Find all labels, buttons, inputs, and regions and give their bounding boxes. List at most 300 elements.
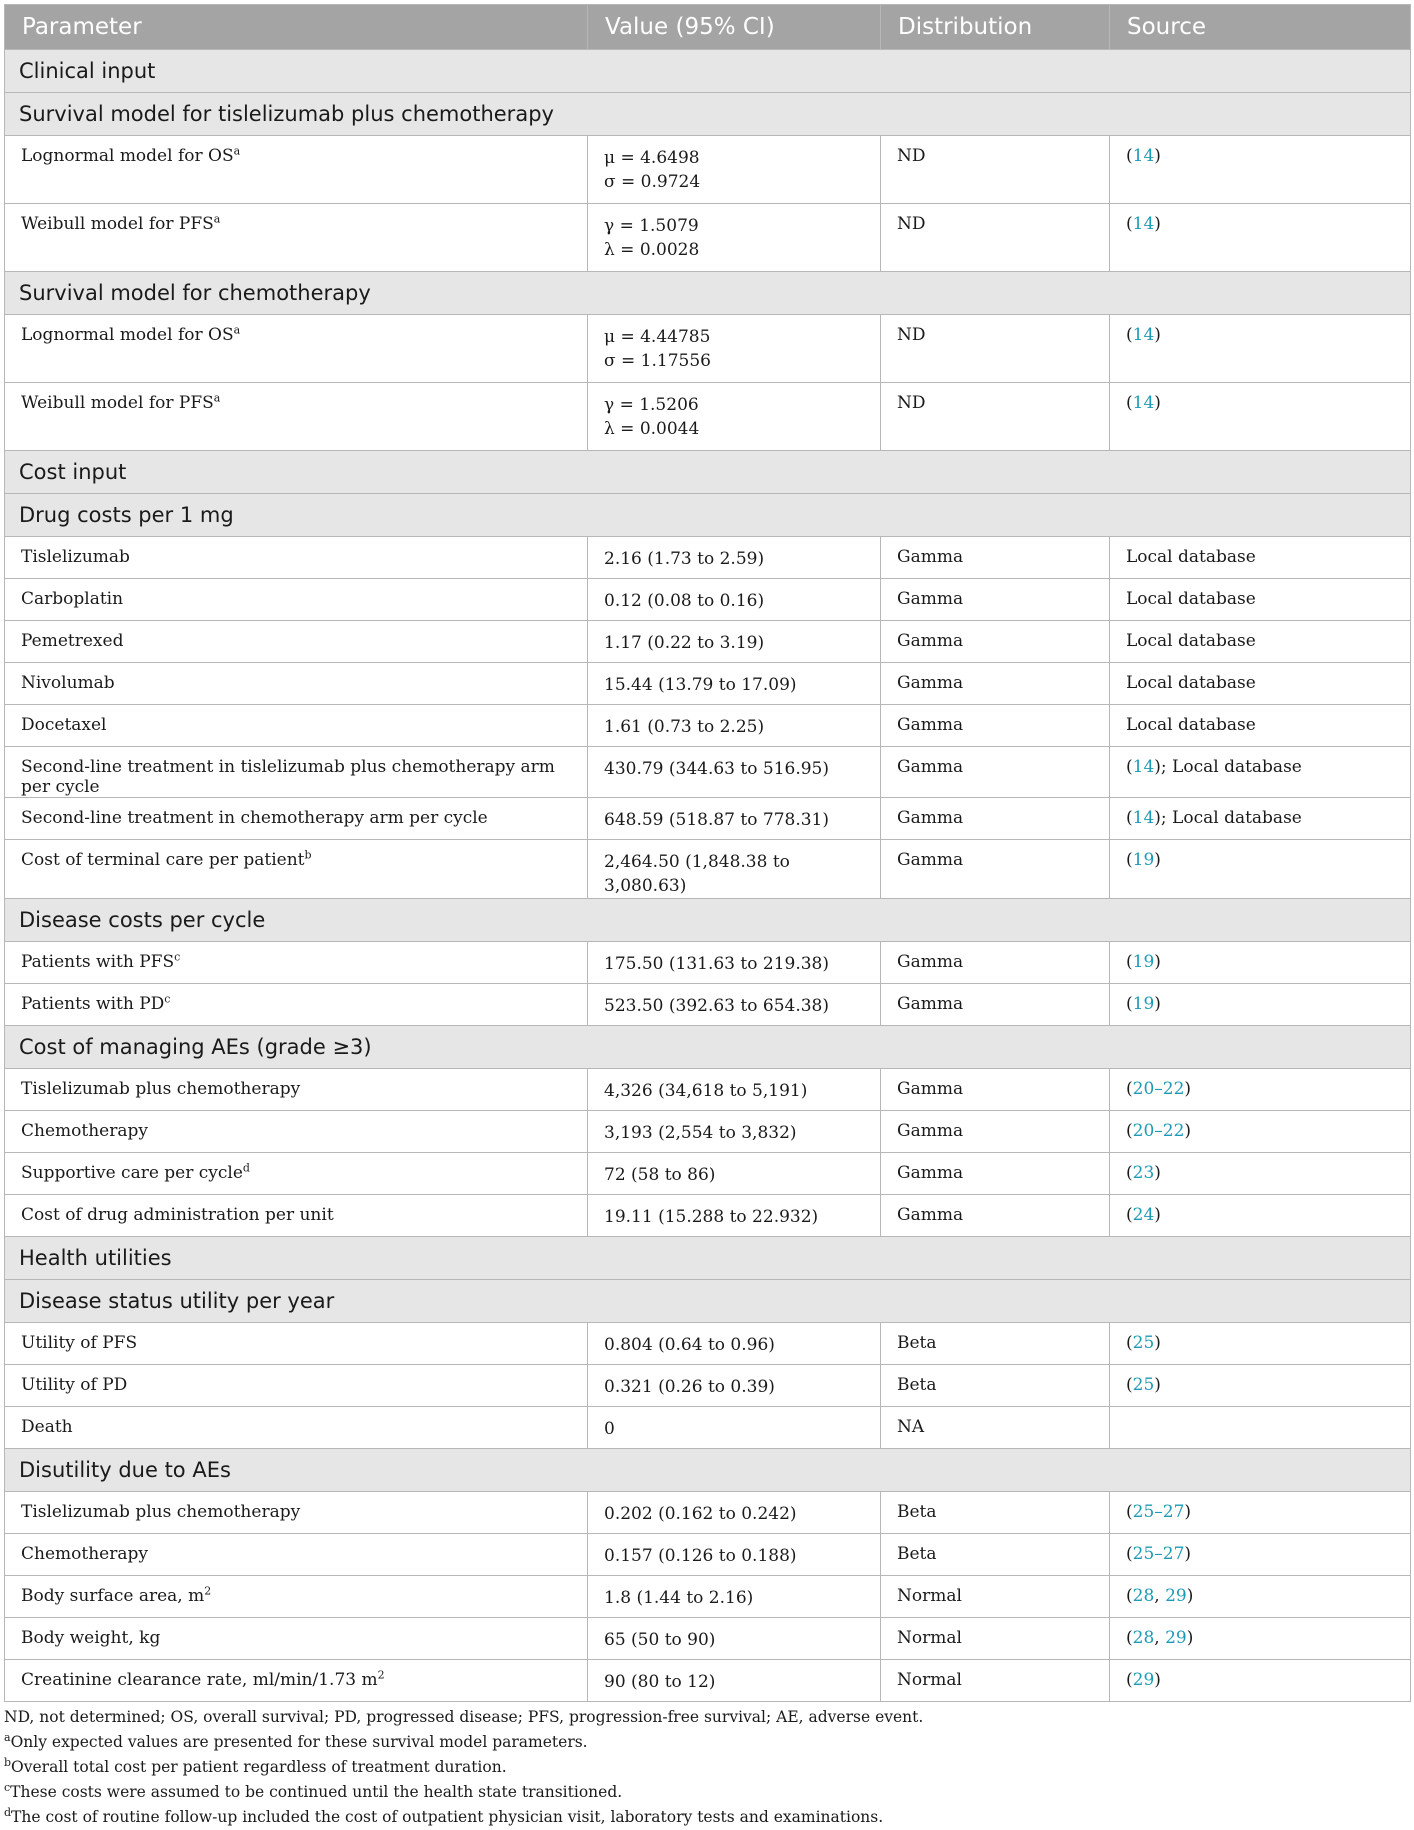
table-row: [5, 204, 1411, 272]
value-text: 0.12 (0.08 to 0.16): [604, 591, 765, 611]
parameter-cell: [5, 1576, 588, 1618]
distribution-text: Gamma: [897, 757, 964, 777]
parameter-cell: [5, 1618, 588, 1660]
parameter-text: Tislelizumab plus chemotherapy: [21, 1502, 301, 1522]
value-text: γ = 1.5079: [604, 216, 699, 236]
distribution-text: ND: [897, 325, 926, 345]
parameter-cell: [5, 1153, 588, 1195]
parameter-text: Docetaxel: [21, 715, 107, 735]
source-text: ): [1154, 1163, 1161, 1183]
distribution-cell: [881, 1576, 1110, 1618]
source-text: (: [1126, 1628, 1133, 1648]
reference-link[interactable]: 23: [1132, 1163, 1155, 1183]
distribution-cell: [881, 984, 1110, 1026]
value-text: 1.17 (0.22 to 3.19): [604, 633, 765, 653]
reference-link[interactable]: 14: [1132, 146, 1155, 166]
distribution-cell: [881, 136, 1110, 204]
source-text: Local database: [1126, 589, 1256, 609]
reference-link[interactable]: 14: [1132, 757, 1155, 777]
value-cell: [588, 204, 881, 272]
section-row: [5, 451, 1411, 494]
source-text: ); Local database: [1154, 808, 1302, 828]
source-text: Local database: [1126, 673, 1256, 693]
parameter-cell: [5, 747, 588, 798]
parameter-text: Tislelizumab plus chemotherapy: [21, 1079, 301, 1099]
parameter-cell: [5, 1407, 588, 1449]
distribution-text: Gamma: [897, 1079, 964, 1099]
parameter-text: Nivolumab: [21, 673, 115, 693]
value-cell: [588, 1195, 881, 1237]
parameter-cell: [5, 1492, 588, 1534]
source-text: Local database: [1126, 631, 1256, 651]
reference-link[interactable]: 14: [1132, 393, 1155, 413]
section-label: Survival model for tislelizumab plus chemotherapy: [5, 93, 1411, 136]
distribution-cell: [881, 1365, 1110, 1407]
reference-link[interactable]: 14: [1132, 325, 1155, 345]
distribution-text: Beta: [897, 1333, 937, 1353]
value-cell: [588, 798, 881, 840]
footnote-mark: a: [213, 391, 221, 405]
value-cell: [588, 136, 881, 204]
table-row: [5, 1534, 1411, 1576]
value-cell: [588, 1111, 881, 1153]
footnote-mark: c: [174, 950, 181, 964]
parameter-cell: [5, 1323, 588, 1365]
reference-link[interactable]: 19: [1132, 994, 1155, 1014]
table-row: [5, 1323, 1411, 1365]
value-text: 0: [604, 1419, 615, 1439]
parameter-cell: [5, 1534, 588, 1576]
source-text: (: [1126, 146, 1133, 166]
source-text: ): [1154, 393, 1161, 413]
distribution-cell: [881, 315, 1110, 383]
source-cell: [1110, 1492, 1411, 1534]
source-text: (: [1126, 1333, 1133, 1353]
source-cell: [1110, 1407, 1411, 1449]
source-text: ): [1154, 1205, 1161, 1225]
source-cell: [1110, 840, 1411, 899]
section-row: [5, 1237, 1411, 1280]
source-text: (: [1126, 1544, 1133, 1564]
table-row: [5, 1153, 1411, 1195]
distribution-cell: [881, 621, 1110, 663]
reference-link[interactable]: 20–22: [1132, 1121, 1185, 1141]
source-text: (: [1126, 1502, 1133, 1522]
source-cell: [1110, 383, 1411, 451]
value-text: 65 (50 to 90): [604, 1630, 716, 1650]
value-cell: [588, 747, 881, 798]
distribution-cell: [881, 1153, 1110, 1195]
source-text: (: [1126, 1586, 1133, 1606]
footnote: [4, 1705, 1410, 1730]
value-cell: [588, 1323, 881, 1365]
source-cell: [1110, 537, 1411, 579]
value-cell: [588, 1534, 881, 1576]
footnote-text: ND, not determined; OS, overall survival; PD, progressed disease; PFS, progression-free survival; AE, adverse event.: [4, 1708, 924, 1726]
distribution-text: Gamma: [897, 994, 964, 1014]
parameter-cell: [5, 942, 588, 984]
parameter-cell: [5, 1660, 588, 1702]
source-text: (: [1126, 1121, 1133, 1141]
source-text: ): [1154, 1333, 1161, 1353]
parameter-text: Cost of drug administration per unit: [21, 1205, 334, 1225]
value-text-line2: λ = 0.0044: [604, 419, 700, 439]
distribution-text: Normal: [897, 1628, 962, 1648]
reference-link[interactable]: 19: [1132, 952, 1155, 972]
value-cell: [588, 942, 881, 984]
distribution-text: Gamma: [897, 850, 964, 870]
parameter-text: Weibull model for PFS: [21, 393, 214, 413]
source-cell: [1110, 1365, 1411, 1407]
source-text: (: [1126, 1079, 1133, 1099]
distribution-text: Gamma: [897, 808, 964, 828]
value-text: 19.11 (15.288 to 22.932): [604, 1207, 819, 1227]
value-text: μ = 4.44785: [604, 327, 711, 347]
reference-link[interactable]: 29: [1165, 1628, 1187, 1648]
parameter-text: Death: [21, 1417, 73, 1437]
table-row: [5, 747, 1411, 798]
table-row: [5, 1660, 1411, 1702]
distribution-cell: [881, 579, 1110, 621]
source-text: ): [1154, 994, 1161, 1014]
source-cell: [1110, 1323, 1411, 1365]
footnote: [4, 1755, 1410, 1780]
value-cell: [588, 1576, 881, 1618]
source-cell: [1110, 1153, 1411, 1195]
source-text: (: [1126, 1375, 1133, 1395]
value-text: 175.50 (131.63 to 219.38): [604, 954, 829, 974]
distribution-text: Gamma: [897, 715, 964, 735]
parameter-cell: [5, 579, 588, 621]
value-text: μ = 4.6498: [604, 148, 700, 168]
header-parameter: Parameter: [5, 5, 588, 50]
distribution-text: Gamma: [897, 547, 964, 567]
source-cell: [1110, 204, 1411, 272]
parameter-cell: [5, 1069, 588, 1111]
distribution-text: Gamma: [897, 1121, 964, 1141]
source-text: ): [1154, 1670, 1161, 1690]
parameter-cell: [5, 663, 588, 705]
source-cell: [1110, 705, 1411, 747]
reference-link[interactable]: 29: [1165, 1586, 1187, 1606]
value-text: 3,193 (2,554 to 3,832): [604, 1123, 797, 1143]
value-cell: [588, 840, 881, 899]
parameter-text: Body surface area, m: [21, 1586, 205, 1606]
source-cell: [1110, 136, 1411, 204]
footnote-mark: a: [233, 323, 241, 337]
table-row: [5, 840, 1411, 899]
value-cell: [588, 705, 881, 747]
table-row: [5, 621, 1411, 663]
parameter-text: Patients with PFS: [21, 952, 175, 972]
source-cell: [1110, 1111, 1411, 1153]
source-text: (: [1126, 325, 1133, 345]
footnote: [4, 1730, 1410, 1755]
source-cell: [1110, 1660, 1411, 1702]
table-row: [5, 942, 1411, 984]
source-cell: [1110, 747, 1411, 798]
source-text: Local database: [1126, 715, 1256, 735]
parameter-table-container: [4, 4, 1410, 1702]
section-row: [5, 1449, 1411, 1492]
header-value: Value (95% CI): [588, 5, 881, 50]
table-row: [5, 1069, 1411, 1111]
distribution-text: NA: [897, 1417, 925, 1437]
footnote: [4, 1805, 1410, 1830]
distribution-cell: [881, 1492, 1110, 1534]
source-text: ): [1154, 325, 1161, 345]
source-text: (: [1126, 757, 1133, 777]
value-cell: [588, 1660, 881, 1702]
table-row: [5, 537, 1411, 579]
parameter-cell: [5, 383, 588, 451]
value-cell: [588, 1069, 881, 1111]
value-cell: [588, 1407, 881, 1449]
footnote-mark: b: [4, 1755, 12, 1769]
distribution-cell: [881, 1323, 1110, 1365]
table-row: [5, 1365, 1411, 1407]
parameter-text: Utility of PD: [21, 1375, 128, 1395]
parameter-text: Pemetrexed: [21, 631, 124, 651]
source-cell: [1110, 1618, 1411, 1660]
value-cell: [588, 663, 881, 705]
distribution-cell: [881, 1534, 1110, 1576]
table-row: [5, 984, 1411, 1026]
distribution-cell: [881, 705, 1110, 747]
table-row: [5, 1407, 1411, 1449]
table-row: [5, 1195, 1411, 1237]
footnote-mark: d: [242, 1161, 250, 1175]
footnote-mark: b: [304, 848, 312, 862]
section-row: [5, 899, 1411, 942]
parameter-table: [4, 4, 1411, 1702]
value-cell: [588, 1492, 881, 1534]
footnote-mark: a: [213, 212, 221, 226]
value-text: 0.321 (0.26 to 0.39): [604, 1377, 775, 1397]
parameter-cell: [5, 1195, 588, 1237]
parameter-text: Second-line treatment in chemotherapy arm per cycle: [21, 808, 488, 828]
parameter-text: Second-line treatment in tislelizumab plus chemotherapy arm per cycle: [21, 757, 555, 797]
footnote-mark: c: [164, 992, 171, 1006]
distribution-text: ND: [897, 214, 926, 234]
parameter-cell: [5, 1111, 588, 1153]
source-cell: [1110, 663, 1411, 705]
section-label: Survival model for chemotherapy: [5, 272, 1411, 315]
table-row: [5, 1618, 1411, 1660]
footnote-text: Overall total cost per patient regardless of treatment duration.: [11, 1758, 507, 1776]
parameter-text: Patients with PD: [21, 994, 165, 1014]
parameter-cell: [5, 984, 588, 1026]
section-label: Disease status utility per year: [5, 1280, 1411, 1323]
source-text: (: [1126, 994, 1133, 1014]
value-text: 0.804 (0.64 to 0.96): [604, 1335, 775, 1355]
reference-link[interactable]: 19: [1132, 850, 1155, 870]
distribution-cell: [881, 537, 1110, 579]
distribution-cell: [881, 1660, 1110, 1702]
distribution-text: Gamma: [897, 952, 964, 972]
value-text: 0.157 (0.126 to 0.188): [604, 1546, 797, 1566]
reference-link[interactable]: 25–27: [1132, 1544, 1185, 1564]
source-text: ): [1154, 850, 1161, 870]
value-cell: [588, 537, 881, 579]
parameter-cell: [5, 315, 588, 383]
table-row: [5, 1576, 1411, 1618]
value-text-line2: λ = 0.0028: [604, 240, 700, 260]
value-cell: [588, 579, 881, 621]
reference-link[interactable]: 25–27: [1132, 1502, 1185, 1522]
source-text: ): [1184, 1544, 1192, 1564]
value-cell: [588, 621, 881, 663]
footnote-mark: 2: [377, 1668, 385, 1682]
reference-link[interactable]: 14: [1132, 808, 1155, 828]
source-text: ): [1184, 1121, 1192, 1141]
section-row: [5, 494, 1411, 537]
table-row: [5, 705, 1411, 747]
source-text: (: [1126, 850, 1133, 870]
parameter-text: Chemotherapy: [21, 1121, 148, 1141]
source-cell: [1110, 1534, 1411, 1576]
source-text: (: [1126, 952, 1133, 972]
parameter-text: Chemotherapy: [21, 1544, 148, 1564]
value-text: 1.8 (1.44 to 2.16): [604, 1588, 754, 1608]
parameter-cell: [5, 798, 588, 840]
parameter-text: Cost of terminal care per patient: [21, 850, 305, 870]
distribution-cell: [881, 1111, 1110, 1153]
section-label: Disease costs per cycle: [5, 899, 1411, 942]
source-text: ,: [1154, 1586, 1166, 1606]
section-label: Drug costs per 1 mg: [5, 494, 1411, 537]
parameter-cell: [5, 204, 588, 272]
distribution-text: Gamma: [897, 673, 964, 693]
distribution-cell: [881, 1195, 1110, 1237]
source-text: ): [1184, 1079, 1192, 1099]
parameter-cell: [5, 537, 588, 579]
parameter-cell: [5, 136, 588, 204]
reference-link[interactable]: 24: [1132, 1205, 1155, 1225]
value-text-line2: σ = 1.17556: [604, 351, 711, 371]
section-label: Cost of managing AEs (grade ≥3): [5, 1026, 1411, 1069]
source-cell: [1110, 798, 1411, 840]
source-cell: [1110, 984, 1411, 1026]
footnote-text: These costs were assumed to be continued until the health state transitioned.: [10, 1783, 623, 1801]
table-row: [5, 1492, 1411, 1534]
source-cell: [1110, 1195, 1411, 1237]
header-distribution: Distribution: [881, 5, 1110, 50]
table-body: [5, 50, 1411, 1702]
parameter-text: Lognormal model for OS: [21, 325, 234, 345]
source-text: (: [1126, 393, 1133, 413]
value-text: 0.202 (0.162 to 0.242): [604, 1504, 797, 1524]
distribution-text: Beta: [897, 1502, 937, 1522]
parameter-cell: [5, 705, 588, 747]
distribution-cell: [881, 383, 1110, 451]
value-text: 72 (58 to 86): [604, 1165, 716, 1185]
reference-link[interactable]: 29: [1132, 1670, 1155, 1690]
source-text: ): [1186, 1628, 1194, 1648]
table-row: [5, 663, 1411, 705]
source-text: (: [1126, 1205, 1133, 1225]
table-row: [5, 136, 1411, 204]
distribution-cell: [881, 747, 1110, 798]
value-text: 523.50 (392.63 to 654.38): [604, 996, 829, 1016]
source-text: ): [1184, 1502, 1192, 1522]
table-row: [5, 798, 1411, 840]
source-text: (: [1126, 808, 1133, 828]
value-cell: [588, 1365, 881, 1407]
footnote-text: Only expected values are presented for these survival model parameters.: [10, 1733, 588, 1751]
table-row: [5, 1111, 1411, 1153]
distribution-text: Beta: [897, 1544, 937, 1564]
parameter-cell: [5, 840, 588, 899]
section-label: Cost input: [5, 451, 1411, 494]
reference-link[interactable]: 28: [1132, 1586, 1155, 1606]
header-row: [5, 5, 1411, 50]
source-cell: [1110, 315, 1411, 383]
value-text: 90 (80 to 12): [604, 1672, 716, 1692]
value-cell: [588, 1618, 881, 1660]
section-label: Health utilities: [5, 1237, 1411, 1280]
section-label: Clinical input: [5, 50, 1411, 93]
distribution-text: Beta: [897, 1375, 937, 1395]
value-text: 2.16 (1.73 to 2.59): [604, 549, 765, 569]
value-text-line2: σ = 0.9724: [604, 172, 701, 192]
value-cell: [588, 315, 881, 383]
section-row: [5, 50, 1411, 93]
section-row: [5, 272, 1411, 315]
value-cell: [588, 1153, 881, 1195]
distribution-cell: [881, 840, 1110, 899]
parameter-text: Weibull model for PFS: [21, 214, 214, 234]
table-row: [5, 383, 1411, 451]
distribution-cell: [881, 663, 1110, 705]
reference-link[interactable]: 28: [1132, 1628, 1155, 1648]
source-text: (: [1126, 1670, 1133, 1690]
footnote: [4, 1780, 1410, 1805]
reference-link[interactable]: 14: [1132, 214, 1155, 234]
section-row: [5, 1026, 1411, 1069]
value-cell: [588, 984, 881, 1026]
section-row: [5, 1280, 1411, 1323]
source-text: ): [1154, 952, 1161, 972]
table-row: [5, 579, 1411, 621]
reference-link[interactable]: 25: [1132, 1375, 1155, 1395]
table-footnotes: [4, 1705, 1410, 1830]
reference-link[interactable]: 20–22: [1132, 1079, 1185, 1099]
footnote-text: The cost of routine follow-up included the cost of outpatient physician visit, laboratory tests and examinations.: [11, 1808, 884, 1826]
distribution-text: Gamma: [897, 1205, 964, 1225]
parameter-text: Creatinine clearance rate, ml/min/1.73 m: [21, 1670, 378, 1690]
section-row: [5, 93, 1411, 136]
reference-link[interactable]: 25: [1132, 1333, 1155, 1353]
source-cell: [1110, 579, 1411, 621]
parameter-text: Supportive care per cycle: [21, 1163, 243, 1183]
value-text: 430.79 (344.63 to 516.95): [604, 759, 829, 779]
distribution-text: ND: [897, 146, 926, 166]
distribution-text: Gamma: [897, 589, 964, 609]
header-source: Source: [1110, 5, 1411, 50]
source-text: ): [1154, 1375, 1161, 1395]
source-text: ): [1186, 1586, 1194, 1606]
distribution-cell: [881, 942, 1110, 984]
footnote-mark: 2: [204, 1584, 212, 1598]
value-text: 648.59 (518.87 to 778.31): [604, 810, 829, 830]
footnote-mark: c: [4, 1780, 11, 1794]
distribution-cell: [881, 1407, 1110, 1449]
distribution-text: Normal: [897, 1670, 962, 1690]
distribution-cell: [881, 1618, 1110, 1660]
distribution-cell: [881, 204, 1110, 272]
distribution-text: ND: [897, 393, 926, 413]
